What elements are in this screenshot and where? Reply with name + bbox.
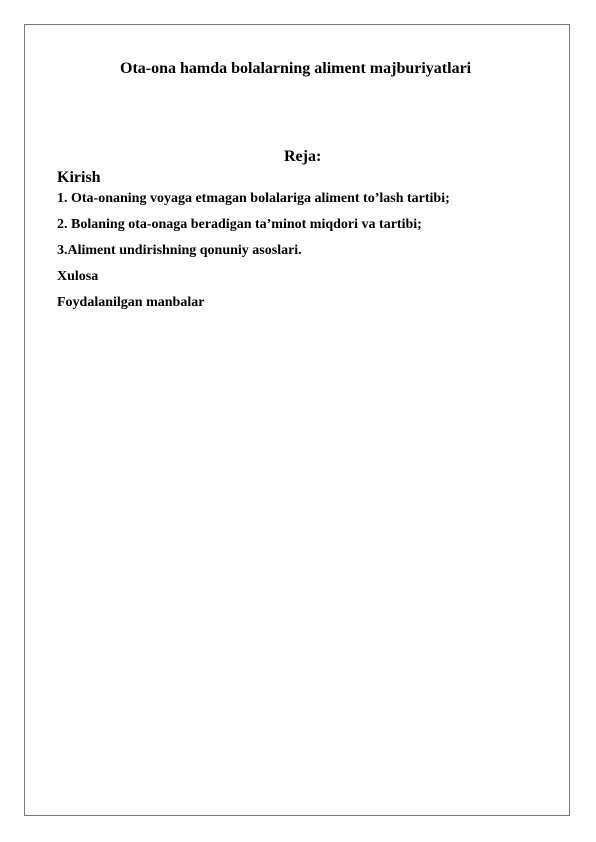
intro-heading: Kirish bbox=[57, 169, 101, 186]
plan-item-references: Foydalanilgan manbalar bbox=[57, 295, 205, 310]
document-title: Ota-ona hamda bolalarning aliment majburiyatlari bbox=[120, 60, 472, 77]
plan-item-conclusion: Xulosa bbox=[57, 269, 99, 284]
page-border bbox=[24, 24, 570, 816]
plan-list bbox=[57, 190, 450, 320]
plan-heading: Reja: bbox=[284, 148, 322, 165]
plan-item: 3.Aliment undirishning qonuniy asoslari. bbox=[57, 243, 302, 258]
plan-item: 1. Ota-onaning voyaga etmagan bolalariga aliment to’lash tartibi; bbox=[57, 191, 450, 206]
plan-item: 2. Bolaning ota-onaga beradigan ta’minot miqdori va tartibi; bbox=[57, 217, 422, 232]
